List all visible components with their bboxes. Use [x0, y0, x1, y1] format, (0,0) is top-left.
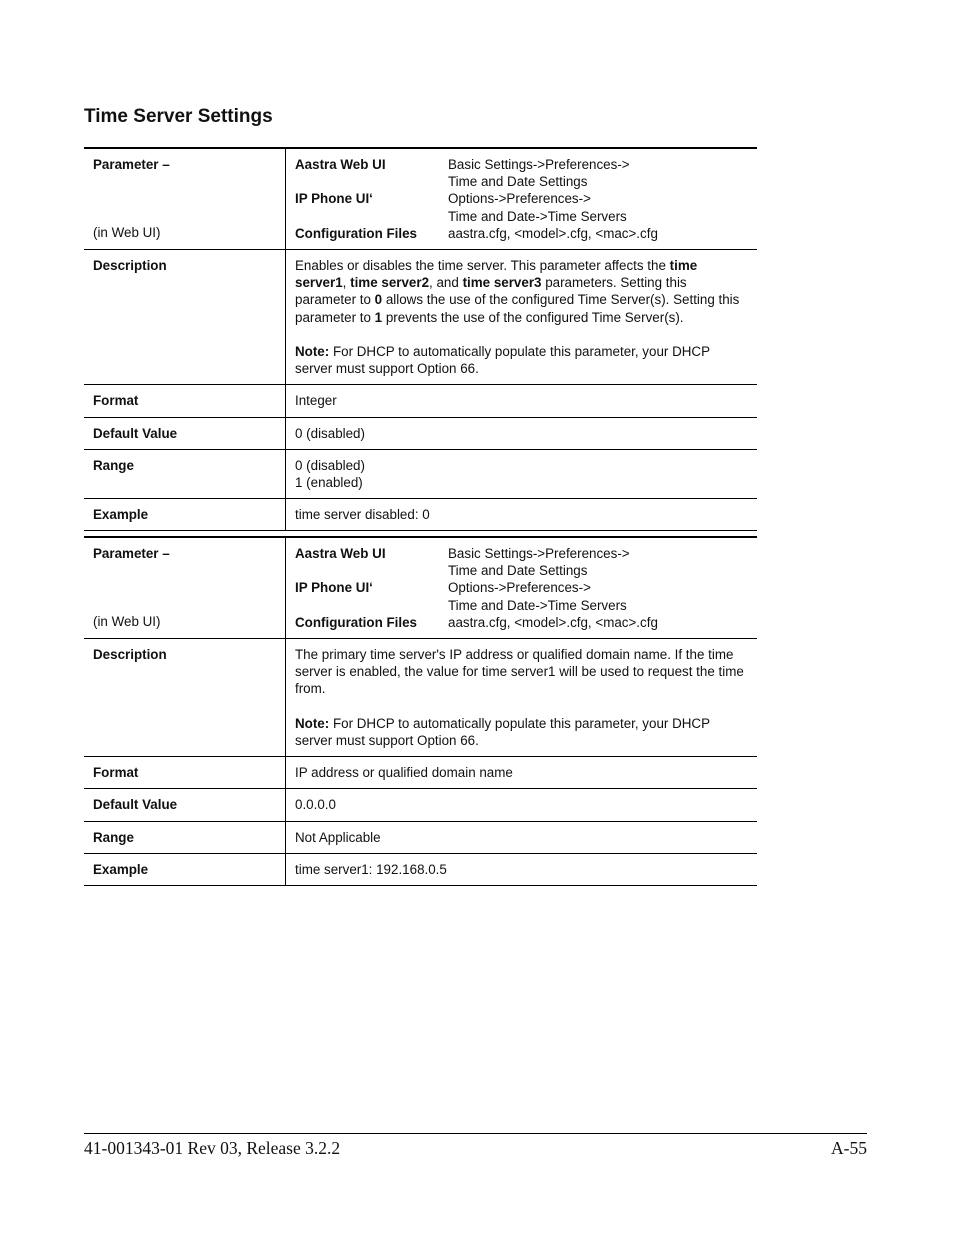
table-row-default-value: Default Value 0 (disabled) — [84, 417, 757, 449]
table-row-default-value: Default Value 0.0.0.0 — [84, 789, 757, 821]
param-label: Parameter – — [93, 157, 170, 172]
location-key — [295, 562, 448, 579]
row-label: Description — [84, 639, 286, 757]
table-row-description — [84, 250, 757, 385]
location-key: Configuration Files — [295, 614, 417, 630]
param-locations — [295, 545, 749, 631]
location-key — [295, 597, 448, 614]
location-key: Aastra Web UI — [295, 157, 386, 172]
table-row-range: Range Not Applicable — [84, 821, 757, 853]
location-value: aastra.cfg, <model>.cfg, <mac>.cfg — [448, 614, 658, 630]
location-value: Options->Preferences-> — [448, 191, 591, 207]
location-key — [295, 173, 448, 190]
row-label: Description — [84, 250, 286, 385]
description-text: The primary time server's IP address or qualified domain name. If the time server is enabled, the value for time server1 will be used to request the time from. Note: For DHCP to automatically populate this parameter, your DHCP server must support Option 66. — [286, 639, 758, 757]
table-row-format: Format Integer — [84, 385, 757, 417]
description-text: Enables or disables the time server. This parameter affects the time server1, time server2, and time server3 parameters. Setting this parameter to 0 allows the use of the configured Time Server(s). Setting this parameter to 1 prevents the use of the configured Time Server(s). Note: For DHCP to automatically populate this parameter, your DHCP server must support Option 66. — [286, 250, 758, 385]
location-value: Options->Preferences-> — [448, 580, 591, 596]
table-row-example: Example time server1: 192.168.0.5 — [84, 853, 757, 885]
table-row-format: Format IP address or qualified domain name — [84, 757, 757, 789]
param-label: Parameter – — [93, 546, 170, 561]
location-value: Basic Settings->Preferences-> — [448, 546, 630, 561]
param-sublabel: (in Web UI) — [93, 613, 161, 629]
page-title: Time Server Settings — [84, 106, 273, 127]
footer-doc-id: 41-001343-01 Rev 03, Release 3.2.2 — [84, 1138, 341, 1158]
location-value: Time and Date Settings — [448, 174, 588, 190]
footer-divider — [84, 1133, 867, 1134]
location-key: IP Phone UI‘ — [295, 580, 373, 596]
table-row-example: Example time server disabled: 0 — [84, 499, 757, 531]
location-key: Aastra Web UI — [295, 546, 386, 561]
parameter-table-time-server1 — [84, 536, 757, 886]
location-key — [295, 208, 448, 225]
table-row-range: Range 0 (disabled) 1 (enabled) — [84, 449, 757, 498]
description-note: Note: For DHCP to automatically populate this parameter, your DHCP server must support Option 66. — [295, 344, 710, 377]
location-value: Basic Settings->Preferences-> — [448, 157, 630, 172]
table-row-parameter — [84, 148, 757, 250]
location-value: Time and Date Settings — [448, 563, 588, 579]
location-value: Time and Date->Time Servers — [448, 208, 627, 224]
table-row-description — [84, 639, 757, 757]
description-note: Note: For DHCP to automatically populate this parameter, your DHCP server must support Option 66. — [295, 715, 710, 749]
location-value: aastra.cfg, <model>.cfg, <mac>.cfg — [448, 225, 658, 241]
location-value: Time and Date->Time Servers — [448, 597, 627, 613]
location-key: Configuration Files — [295, 225, 417, 241]
table-row-parameter — [84, 537, 757, 639]
footer-page-number: A-55 — [831, 1138, 867, 1158]
param-locations — [295, 156, 749, 242]
param-sublabel: (in Web UI) — [93, 224, 161, 240]
location-key: IP Phone UI‘ — [295, 191, 373, 207]
parameter-table-time-server — [84, 147, 757, 531]
